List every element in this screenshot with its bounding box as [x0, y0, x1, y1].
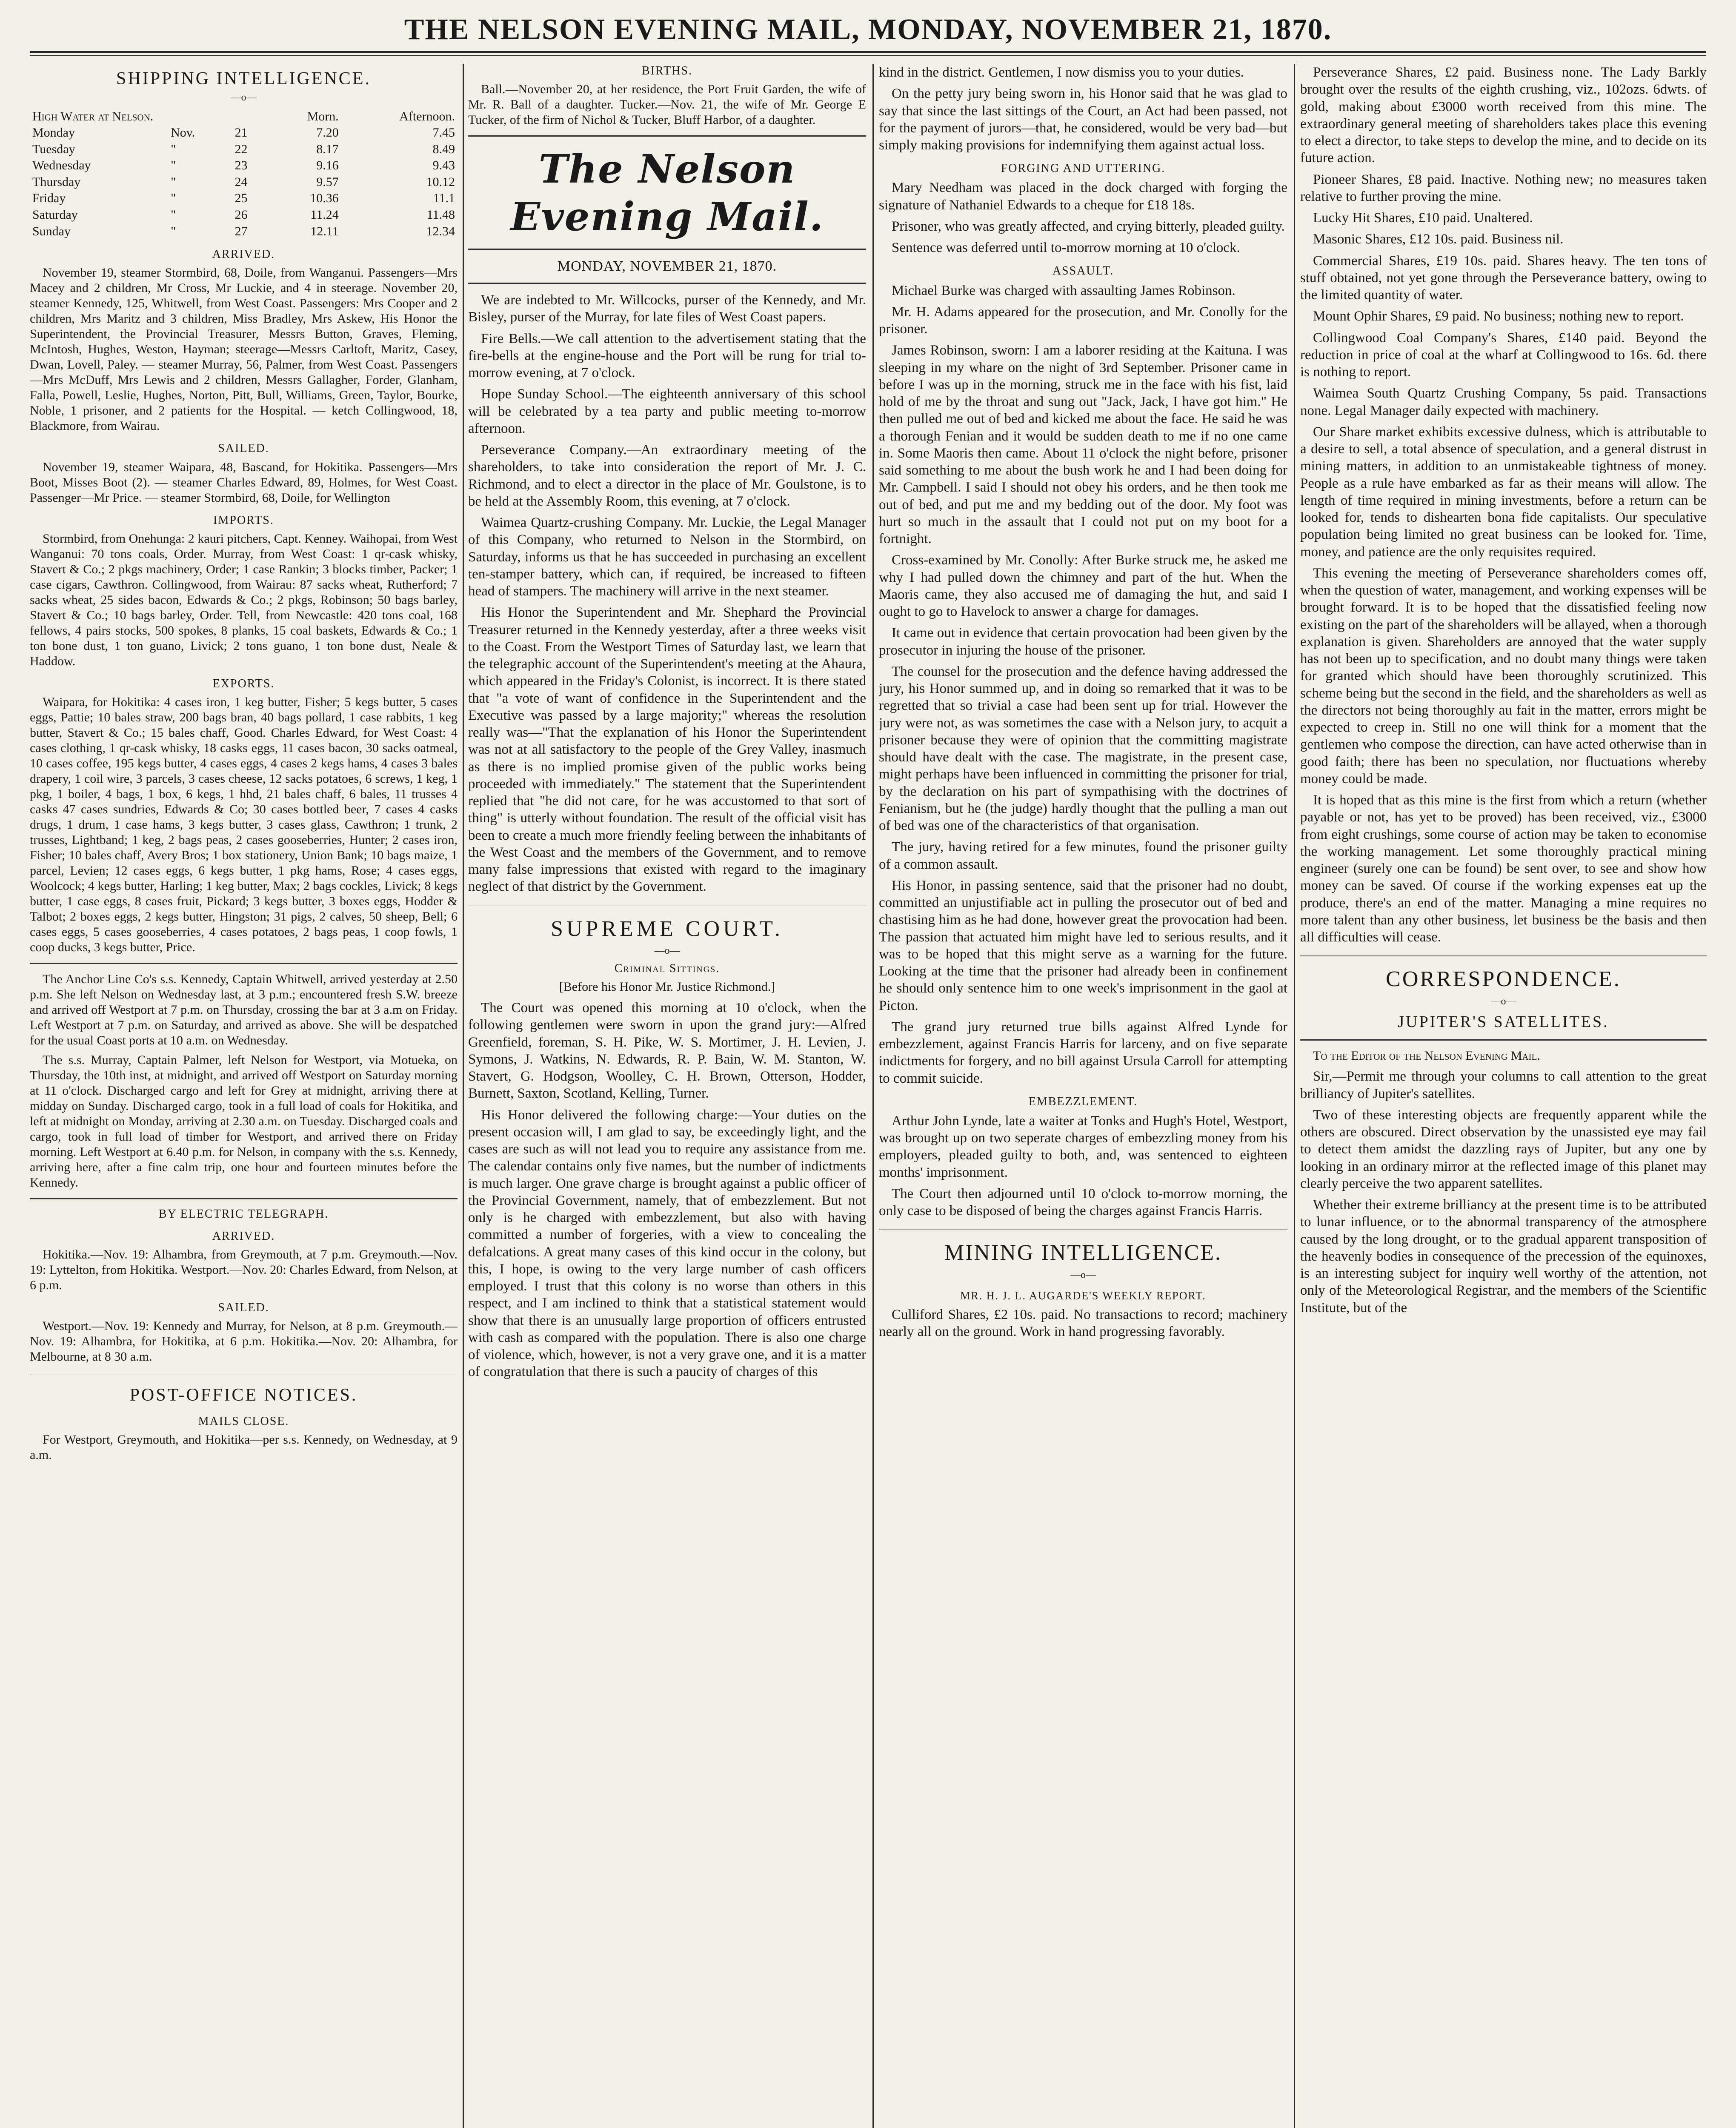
- divider: [1300, 955, 1707, 956]
- article-purser: We are indebted to Mr. Willcocks, purser of the Kennedy, and Mr. Bisley, purser of the Murray, for late files of West Coast papers.: [468, 292, 866, 325]
- divider: [1300, 1039, 1707, 1041]
- mails-close-text: For Westport, Greymouth, and Hokitika—per s.s. Kennedy, on Wednesday, at 9 a.m.: [30, 1432, 458, 1462]
- true-bills-text: The grand jury returned true bills against Alfred Lynde for embezzlement, against Francis Harris for larceny, and on five separate indictments for forgery, and no bill against Ursula Carroll for attempting to commit suicide.: [879, 1019, 1287, 1086]
- verdict-text: The jury, having retired for a few minutes, found the prisoner guilty of a common assault.: [879, 839, 1287, 872]
- tide-header-title: High Water at Nelson.: [32, 109, 154, 123]
- sailed-heading: SAILED.: [218, 442, 269, 455]
- telegraph-arrived-heading: ARRIVED.: [212, 1230, 275, 1243]
- robinson-evidence: James Robinson, sworn: I am a laborer residing at the Kaituna. I was sleeping in my whare on the night of 3rd September. Prisoner came in before I was up in the morning, struck me in the face with his fist, laid hold of me by the throat and sung out "Jack, Jack, I have got him." He then pulled me out of bed and kicked me about the face. He said he was a thorough Fenian and it would be sudden death to me if no one came in. Some Maoris then came. About 11 o'clock the night before, prisoner said something to me about the bush work he and I had been doing for Mr. Campbell. I said I should not obey his orders, and he then took me out of bed, and put me and my bedding out of the door. My foot was hurt so much in the assault that I could not put on my boot for a fortnight.: [879, 343, 1287, 547]
- tide-day: Tuesday: [32, 142, 75, 156]
- criminal-sittings-heading: Criminal Sittings.: [614, 962, 720, 975]
- letter-body-1: Two of these interesting objects are frequently apparent while the others are obscured. Direct observation by the unassisted eye may fail to detect them amidst the dazzling rays of Jupiter, but any one by looking in an ordinary mirror at the reflected image of this planet may clearly perceive the two apparent satellites.: [1300, 1107, 1707, 1191]
- tide-date: 26: [235, 208, 248, 222]
- lynde-case: Arthur John Lynde, late a waiter at Tonks and Hugh's Hotel, Westport, was brought up on two seperate charges of embezzling money from his employers, pleaded guilty to both, and, was sentenced to eighteen months' imprisonment.: [879, 1113, 1287, 1180]
- article-hope-sunday-school: Hope Sunday School.—The eighteenth anniversary of this school will be celebrated by a tea party and public meeting to-morrow afternoon.: [468, 386, 866, 436]
- assault-heading: ASSAULT.: [1052, 264, 1114, 278]
- tide-morn: 8.17: [316, 142, 339, 156]
- imports-heading: IMPORTS.: [213, 513, 274, 527]
- mount-ophir-shares: Mount Ophir Shares, £9 paid. No business; nothing new to report.: [1313, 309, 1684, 324]
- waimea-south-shares: Waimea South Quartz Crushing Company, 5s paid. Transactions none. Legal Manager daily expected with machinery.: [1300, 386, 1707, 418]
- exports-heading: EXPORTS.: [212, 677, 275, 690]
- column-2: [468, 64, 866, 2128]
- tide-row: [30, 174, 458, 191]
- jupiter-heading: JUPITER'S SATELLITES.: [1398, 1013, 1609, 1031]
- divider: [468, 283, 866, 284]
- commercial-shares: Commercial Shares, £19 10s. paid. Shares heavy. The ten tons of stuff obtained, not yet gone through the Perseverance battery, owing to the limited quantity of water.: [1300, 253, 1707, 303]
- to-editor-line: To the Editor of the Nelson Evening Mail.: [1313, 1049, 1540, 1063]
- charge-continued: kind in the district. Gentlemen, I now dismiss you to your duties.: [879, 65, 1244, 80]
- letter-body-2: Whether their extreme brilliancy at the present time is to be attributed to lunar influence, or to the abnormal transparency of the atmosphere caused by the long drought, or to the gradual apparent transposition of the heavenly bodies in consequence of the precession of the equinoxes, is an interesting subject for inquiry well worthy of the attention, not only of the Meteorological Registrar, and the members of the Scientific Institute, but of the: [1300, 1197, 1707, 1316]
- column-1: [30, 64, 458, 2128]
- tide-date: 24: [235, 174, 248, 189]
- column-divider: [463, 64, 464, 2128]
- tide-aft: 11.1: [433, 191, 455, 206]
- tide-month: ": [171, 191, 176, 206]
- divider: [30, 963, 458, 964]
- divider: [468, 905, 866, 906]
- exports-text: Waipara, for Hokitika: 4 cases iron, 1 keg butter, Fisher; 5 kegs butter, 5 cases eggs, Pattie; 10 bales straw, 200 bags bran, 40 bags pollard, 1 case rabbits, 1 keg butter, Stavert & Co.; 15 bales chaff, Good. Charles Edward, for West Coast: 4 cases clothing, 1 qr-cask whisky, 18 casks eggs, 11 cases bacon, 30 sacks oatmeal, 10 cases coffee, 195 kegs butter, 4 cases eggs, 4 cases 2 kegs hams, 4 cases 3 bales drapery, 1 coil wire, 3 parcels, 3 cases cheese, 12 sacks potatoes, 6 screws, 1 keg, 1 pkg, 1 boiler, 4 bags, 1 box, 6 kegs, 1 hhd, 21 bales chaff, 6 bales, 11 trusses 4 casks 47 cases sundries, Edwards & Co; 30 cases bottled beer, 7 cases 4 casks drugs, 1 drum, 1 case hams, 3 kegs butter, 3 cases glass, Cawthron; 1 trunk, 2 trusses, Lightband; 1 keg, 2 bags peas, 2 cases gooseberries, Hunter; 2 cases iron, Fisher; 10 bales chaff, Avery Bros; 1 box stationery, Union Bank; 10 bags maize, 1 parcel, Levien; 12 cases eggs, 6 kegs butter, 1 pkg hams, Rose; 4 cases eggs, Woolcock; 4 kegs butter, Harling; 1 keg butter, Max; 2 bags cockles, Livick; 8 kegs butter, 1 case eggs, 8 cases fruit, Pickard; 3 kegs butter, 3 boxes eggs, Hodder & Talbot; 2 boxes eggs, 2 kegs butter, Hingston; 31 pigs, 2 calves, 50 sheep, Bell; 6 cases eggs, 5 cases gooseberries, 4 cases potatoes, 2 bags peas, 1 coop fowls, 1 coop ducks, 3 kegs butter, Price.: [30, 695, 458, 954]
- tide-month: ": [171, 208, 176, 222]
- masonic-shares: Masonic Shares, £12 10s. paid. Business nil.: [1313, 232, 1564, 247]
- perseverance-meeting-text: This evening the meeting of Perseverance shareholders comes off, when the question of water, management, and working expenses will be brought forward. It is to be hoped that the dissatisfied feeling now existing on the part of the shareholders will be allayed, when a thorough explanation is given. Shareholders are annoyed that the water supply has not been up to specification, and no doubt many things were taken for granted which should have been thoroughly scrutinized. This scheme being but the second in the field, and the shareholders as well as the directors not being thoroughly au fait in the matter, errors might be expected to creep in. Still no one will think for a moment that the gentlemen who compose the direction, can have acted otherwise than in good faith; there has been no speculation, nor fluctuations whereby money could be made.: [1300, 565, 1707, 787]
- date-line: MONDAY, NOVEMBER 21, 1870.: [557, 258, 777, 274]
- culliford-shares: Culliford Shares, £2 10s. paid. No transactions to record; machinery nearly all on the ground. Work in hand progressing favorably.: [879, 1307, 1287, 1340]
- shipping-heading: SHIPPING INTELLIGENCE.: [116, 69, 371, 89]
- supreme-court-heading: SUPREME COURT.: [550, 916, 784, 941]
- tide-table: [30, 109, 458, 240]
- mails-close-heading: MAILS CLOSE.: [198, 1414, 289, 1428]
- needham-plea: Prisoner, who was greatly affected, and crying bitterly, pleaded guilty.: [892, 218, 1285, 234]
- divider: [468, 135, 866, 137]
- tide-aft: 10.12: [426, 174, 455, 189]
- anchor-line-report: The Anchor Line Co's s.s. Kennedy, Captain Whitwell, arrived yesterday at 2.50 p.m. She left Nelson on Wednesday last, at 3 p.m.; encountered fresh S.W. breeze and arrived off Westport at 7 p.m. on Thursday, crossing the bar at 3 a.m on Friday. Left Westport at 7 p.m. on Saturday, and arrived as above. She will be despatched for the usual Coast ports at 10 a.m. on Wednesday.: [30, 972, 458, 1047]
- provocation-text: It came out in evidence that certain provocation had been given by the prosecutor in injuring the house of the prisoner.: [879, 625, 1287, 658]
- tide-morn: 11.24: [310, 208, 339, 222]
- pioneer-shares: Pioneer Shares, £8 paid. Inactive. Nothing new; no measures taken relative to further proving the mine.: [1300, 172, 1707, 204]
- births-text: Ball.—November 20, at her residence, the Port Fruit Garden, the wife of Mr. R. Ball of a daughter. Tucker.—Nov. 21, the wife of Mr. George E Tucker, of the firm of Nichol & Tucker, Bluff Harbor, of a daughter.: [468, 82, 866, 127]
- collingwood-coal-shares: Collingwood Coal Company's Shares, £140 paid. Beyond the reduction in price of coal at the wharf at Collingwood to 16s. 6d. there is nothing to report.: [1300, 330, 1707, 380]
- births-heading: BIRTHS.: [642, 64, 692, 77]
- telegraph-heading: BY ELECTRIC TELEGRAPH.: [158, 1207, 329, 1221]
- petty-jury-text: On the petty jury being sworn in, his Honor said that he was glad to say that since the last sittings of the Court, an Act had been passed, not for the payment of jurors—that, he considered, would be very bad—but simply making provisions for indemnifying them against actual loss.: [879, 86, 1287, 153]
- tide-header-aft: Afternoon.: [399, 109, 455, 123]
- top-rule-thin: [30, 55, 1706, 56]
- tide-row: [30, 141, 458, 158]
- tide-row: [30, 190, 458, 207]
- tide-row: [30, 207, 458, 223]
- mine-return-text: It is hoped that as this mine is the first from which a return (whether payable or not, has yet to be proved) has been received, viz., £3000 from eight crushings, some course of action may be taken to economise the working management. Let some thoroughly practical mining engineer (surely one can be found) be sent over, to see and show how money can be saved. Of course if the working expenses eat up the produce, there's an end of the matter. Managing a mine requires no more talent than any other business, let business be the basis and then all difficulties will cease.: [1300, 792, 1707, 945]
- tide-date: 27: [235, 224, 248, 238]
- tide-month: ": [171, 224, 176, 238]
- paper-title: The Nelson Evening Mail.: [510, 146, 824, 240]
- tide-month: ": [171, 142, 176, 156]
- ornament: —o—: [654, 945, 680, 957]
- murray-report: The s.s. Murray, Captain Palmer, left Nelson for Westport, via Motueka, on Thursday, the 10th inst, at midnight, and arrived off Westport on Saturday morning at 11 o'clock. Discharged cargo and left for Grey at midnight, arriving there at midday on Sunday. Discharged cargo, took in a full load of coals for Hokitika, and left at midnight on Monday, arriving at 2.30 a.m. on Tuesday. Discharged coals and cargo, took in full load of timber for Westport, and arrived there on Friday morning. Left Westport at 6.40 p.m. for Nelson, in company with the s.s. Kennedy, arriving here, after a fine calm trip, one hour and fourteen minutes before the Kennedy.: [30, 1053, 458, 1190]
- before-line: [Before his Honor Mr. Justice Richmond.]: [559, 980, 775, 994]
- article-waimea: Waimea Quartz-crushing Company. Mr. Luckie, the Legal Manager of this Company, who returned to Nelson in the Stormbird, on Saturday, informs us that he has succeeded in purchasing an excellent ten-stamper battery, which can, if required, be increased to fifteen head of stampers. The machinery will arrive in the next steamer.: [468, 515, 866, 599]
- top-rule: [30, 51, 1706, 53]
- forging-heading: FORGING AND UTTERING.: [1001, 162, 1166, 175]
- article-superintendent: His Honor the Superintendent and Mr. Shephard the Provincial Treasurer returned in the Kennedy yesterday, after a three weeks visit to the Coast. From the Westport Times of Saturday last, we learn that the telegraphic account of the Superintendent's meeting at the Ahaura, which appeared in the Friday's Colonist, is incorrect. It is there stated that "a vote of want of confidence in the Superintendent and the Executive was passed by a large majority;" whereas the resolution really was—"That the explanation of his Honor the Superintendent was not at all satisfactory to the people of the Grey Valley, inasmuch as there is no implied promise given of the public works being proceeded with immediately." The statement that the Superintendent replied that "he did not care, for he was accustomed to that sort of thing" is utterly without foundation. The result of the official visit has been to create a much more friendly feeling between the inhabitants of the West Coast and the members of the Government, and to remove many false impressions that existed with regard to the imaginary neglect of that district by the Government.: [468, 605, 866, 895]
- ornament: —o—: [231, 92, 257, 103]
- adjournment-text: The Court then adjourned until 10 o'clock to-morrow morning, the only case to be disposed of being the charges against Francis Harris.: [879, 1186, 1287, 1219]
- tide-row: [30, 157, 458, 174]
- arrived-text: November 19, steamer Stormbird, 68, Doile, from Wanganui. Passengers—Mrs Macey and 2 children, Mr Cross, Mr Luckie, and 4 in steerage. November 20, steamer Kennedy, 125, Whitwell, from West Coast. Passengers: Mrs Cooper and 2 children, Mrs Maritz and 3 children, Miss Bradley, Mrs Askew, His Honor the Superintendent, the Provincial Treasurer, Messrs Button, Graves, Fleming, McIntosh, Hughes, Weston, Hayman; steerage—Messrs Carltoft, Maritz, Casey, Dwan, Lovell, Paley. — steamer Murray, 56, Palmer, from West Coast. Passengers—Mrs McDuff, Mrs Lewis and 2 children, Messrs Gallagher, Forder, Glanham, Falla, Powell, Leslie, Hughes, Norton, Pitt, Bull, Williams, Green, Taylor, Bourke, Noble, 1 prisoner, and 2 patients for the Hospital. — ketch Collingwood, 18, Blackmore, from Wairau.: [30, 266, 458, 433]
- mining-heading: MINING INTELLIGENCE.: [944, 1241, 1222, 1265]
- tide-aft: 7.45: [432, 126, 455, 140]
- tide-header-row: [30, 109, 458, 125]
- tide-day: Wednesday: [32, 158, 91, 173]
- counsel-text: Mr. H. Adams appeared for the prosecution, and Mr. Conolly for the prisoner.: [879, 304, 1287, 337]
- tide-day: Saturday: [32, 208, 78, 222]
- divider: [30, 1374, 458, 1375]
- tide-month: ": [171, 174, 176, 189]
- column-4: [1300, 64, 1707, 2128]
- telegraph-sailed-text: Westport.—Nov. 19: Kennedy and Murray, for Nelson, at 8 p.m. Greymouth.—Nov. 19: Alhambra, for Hokitika, at 6 p.m. Hokitika.—Nov. 20: Alhambra, for Melbourne, at 8 30 a.m.: [30, 1319, 458, 1364]
- tide-day: Sunday: [32, 224, 71, 238]
- tide-aft: 11.48: [426, 208, 455, 222]
- divider: [468, 249, 866, 250]
- letter-opening: Sir,—Permit me through your columns to call attention to the great brilliancy of Jupiter's satellites.: [1300, 1069, 1707, 1101]
- ornament: —o—: [1070, 1269, 1096, 1281]
- column-divider: [1294, 64, 1295, 2128]
- lucky-hit-shares: Lucky Hit Shares, £10 paid. Unaltered.: [1313, 210, 1533, 226]
- column-divider: [872, 64, 874, 2128]
- grand-jury-text: The Court was opened this morning at 10 o'clock, when the following gentlemen were sworn in upon the grand jury:—Alfred Greenfield, foreman, S. H. Pike, W. S. Mortimer, J. H. Levien, J. Symons, J. Watkins, N. Edwards, R. P. Bain, W. M. Stanton, W. Stavert, G. Hodgson, Woolley, C. H. Brown, Otterson, Hodder, Burnett, Saxton, Scotland, Kelling, Turner.: [468, 1000, 866, 1101]
- sentence-text: His Honor, in passing sentence, said that the prisoner had no doubt, committed an unjustifiable act in pulling the prosecutor out of bed and chastising him as he had done, however great the provocation had been. The passion that actuated him might have led to serious results, and it was to be hoped that this might serve as a warning for the future. Looking at the time that the prisoner had already been in confinement he should only sentence him to one week's imprisonment in the gaol at Picton.: [879, 878, 1287, 1013]
- tide-day: Thursday: [32, 174, 81, 189]
- tide-day: Monday: [32, 126, 75, 140]
- tide-day: Friday: [32, 191, 66, 206]
- tide-date: 23: [235, 158, 248, 173]
- tide-morn: 7.20: [316, 126, 339, 140]
- needham-sentence: Sentence was deferred until to-morrow morning at 10 o'clock.: [892, 240, 1240, 256]
- tide-morn: 9.16: [316, 158, 339, 173]
- burke-charge: Michael Burke was charged with assaulting James Robinson.: [892, 283, 1236, 298]
- telegraph-arrived-text: Hokitika.—Nov. 19: Alhambra, from Greymouth, at 7 p.m. Greymouth.—Nov. 19: Lyttelton, from Hokitika. Westport.—Nov. 20: Charles Edward, from Nelson, at 6 p.m.: [30, 1247, 458, 1293]
- telegraph-sailed-heading: SAILED.: [218, 1301, 269, 1315]
- share-market-text: Our Share market exhibits excessive dulness, which is attributable to a desire to sell, a total absence of speculation, and a general distrust in mining matters, in addition to an unmistakeable tightness of money. People as a rule have embarked as far as their means will allow. The length of time required in mining investments, before a return can be looked for, tends to dishearten bona fide capitalists. Our speculative population being limited no great business can be looked for. Time, money, and patience are the only requisites required.: [1300, 424, 1707, 560]
- divider: [30, 1198, 458, 1199]
- tide-aft: 9.43: [432, 158, 455, 173]
- sailed-text: November 19, steamer Waipara, 48, Bascand, for Hokitika. Passengers—Mrs Boot, Misses Boot (2). — steamer Charles Edward, 89, Holmes, for West Coast. Passenger—Mr Price. — steamer Stormbird, 68, Doile, for Wellington: [30, 460, 458, 505]
- tide-morn: 12.11: [310, 224, 339, 238]
- weekly-report-heading: MR. H. J. L. AUGARDE'S WEEKLY REPORT.: [960, 1290, 1206, 1302]
- tide-date: 25: [235, 191, 248, 206]
- article-perseverance: Perseverance Company.—An extraordinary meeting of the shareholders, to take into consideration the report of Mr. J. C. Richmond, and to elect a director in the place of Mr. Goulstone, is to be held at the Assembly Room, this evening, at 7 o'clock.: [468, 442, 866, 509]
- perseverance-shares: Perseverance Shares, £2 paid. Business none. The Lady Barkly brought over the results of the eighth crushing, viz., 102ozs. 6dwts. of gold, making about £3000 worth received from this mine. The extraordinary general meeting of shareholders takes place this evening to elect a director, to take steps to develop the mine, and to decide on its future action.: [1300, 65, 1707, 166]
- charge-text: His Honor delivered the following charge:—Your duties on the present occasion will, I am glad to say, be exceedingly light, and the cases are such as will not lead you to require any assistance from me. The calendar contains only five names, but the number of indictments is much larger. One grave charge is brought against a public officer of the Provincial Government, namely, that of embezzlement. But not only is he charged with embezzlement, but also with having committed a number of forgeries, with a view to concealing the defalcations. A great many cases of this kind occur in the colony, but this, I hope, is owing to the very large number of cash officers employed. I trust that this colony is no worse than others in this respect, and I am inclined to think that a statistical statement would show that there is an unusually large proportion of officers entrusted with cash as compared with the population. There is also one charge of violence, which, however, is not a very grave one, and it is a matter of congratulation that there is such a paucity of charges of this: [468, 1107, 866, 1380]
- article-fire-bells: Fire Bells.—We call attention to the advertisement stating that the fire-bells at the engine-house and the Port will be rung for trial to-morrow evening, at 7 o'clock.: [468, 331, 866, 381]
- tide-date: 22: [235, 142, 248, 156]
- tide-row: [30, 223, 458, 240]
- column-3: [879, 64, 1287, 2128]
- tide-morn: 9.57: [316, 174, 339, 189]
- arrived-heading: ARRIVED.: [212, 248, 275, 261]
- correspondence-heading: CORRESPONDENCE.: [1386, 967, 1621, 992]
- cross-examination: Cross-examined by Mr. Conolly: After Burke struck me, he asked me why I had pulled down the chimney and part of the hut. When the Maoris came, they also accused me of damaging the hut, and said I ought to go to Havelock to answer a charge for damages.: [879, 552, 1287, 620]
- tide-month: Nov.: [171, 126, 195, 140]
- tide-morn: 10.36: [310, 191, 339, 206]
- post-office-heading: POST-OFFICE NOTICES.: [129, 1385, 358, 1405]
- tide-header-morn: Morn.: [307, 109, 339, 123]
- tide-month: ": [171, 158, 176, 173]
- tide-aft: 8.49: [432, 142, 455, 156]
- summing-up: The counsel for the prosecution and the defence having addressed the jury, his Honor summed up, and in doing so remarked that it was to be regretted that so trivial a case had been sent up for trial. However the jury were not, as was sometimes the case with a Nelson jury, to acquit a prisoner because they were of opinion that the committing magistrate should have dealt with the case. The magistrate, in the present case, might perhaps have been influenced in committing the prisoner for trial, by the declaration on his part of sympathising with the doctrines of Fenianism, but he (the judge) hardly thought that the pulling a man out of bed was one of the characteristics of that organisation.: [879, 664, 1287, 834]
- embezzlement-heading: EMBEZZLEMENT.: [1028, 1095, 1138, 1108]
- tide-row: [30, 125, 458, 141]
- tide-date: 21: [235, 126, 248, 140]
- masthead: THE NELSON EVENING MAIL, MONDAY, NOVEMBER 21, 1870.: [404, 13, 1332, 46]
- tide-aft: 12.34: [426, 224, 455, 238]
- needham-case: Mary Needham was placed in the dock charged with forging the signature of Nathaniel Edwards to a cheque for £18 18s.: [879, 180, 1287, 213]
- imports-text: Stormbird, from Onehunga: 2 kauri pitchers, Capt. Kenney. Waihopai, from West Wanganui: 70 tons coals, Order. Murray, from West Coast: 1 qr-cask whisky, Stavert & Co.; 2 pkgs machinery, Order; 1 case Rankin; 3 blocks timber, Packer; 1 case cigars, Cawthron. Collingwood, from Wairau: 87 sacks wheat, Rutherford; 7 sacks wheat, 25 sides bacon, Edwards & Co.; 2 pkgs, Robinson; 50 bags barley, Stavert & Co.; 10 bags barley, Order. Tell, from Newcastle: 420 tons coal, 168 fellows, 4 pairs stocks, 500 spokes, 8 planks, 15 coal baskets, Edwards & Co.; 1 ton bone dust, 1 ton guano, Livick; 2 tons guano, 1 ton bone dust, Neale & Haddow.: [30, 531, 458, 668]
- ornament: —o—: [1490, 995, 1516, 1007]
- divider: [879, 1229, 1287, 1230]
